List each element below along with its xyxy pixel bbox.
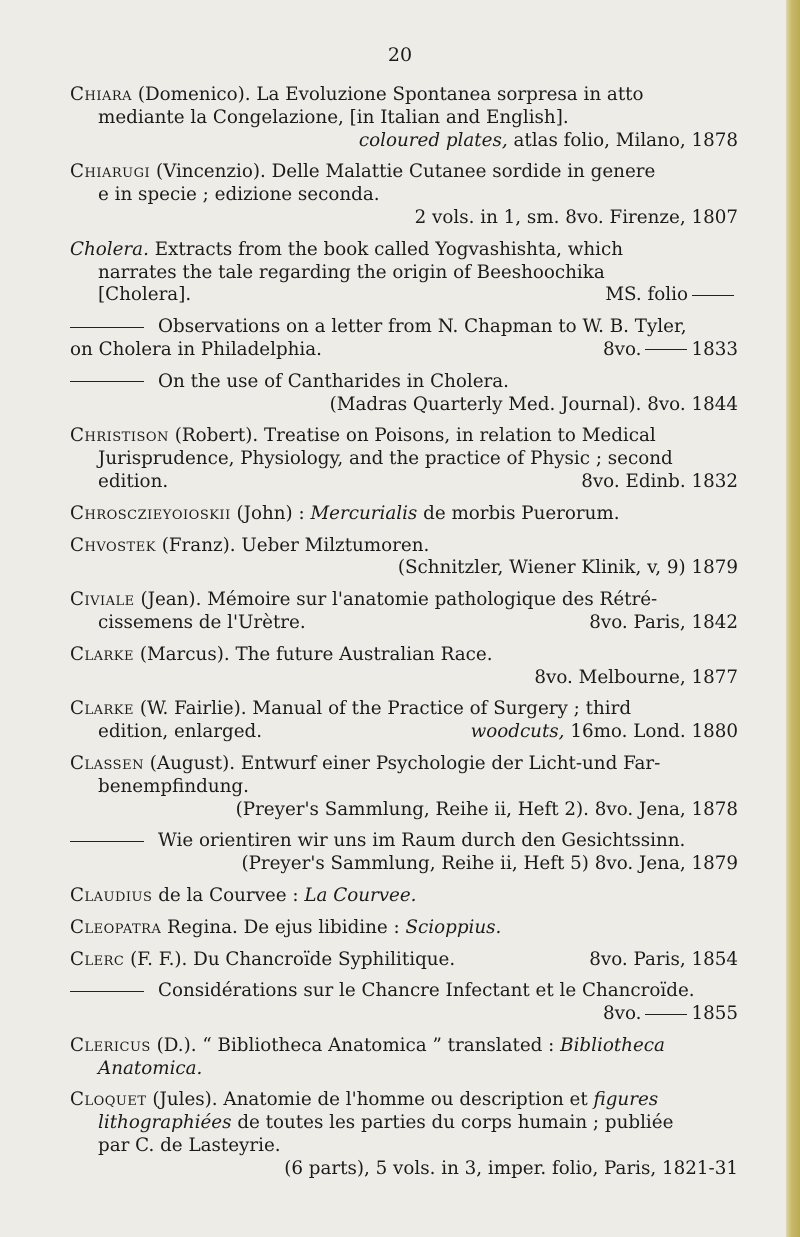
- entry-author: Clarke: [70, 698, 134, 720]
- entry-claudius: [70, 885, 738, 908]
- entry-year: 1855: [691, 1003, 738, 1025]
- entry-imprint: 8vo. Paris, 1842: [589, 611, 738, 633]
- entry-chiarugi: [70, 161, 738, 229]
- entry-author: Classen: [70, 752, 144, 774]
- entry-author: Chvostek: [70, 534, 156, 556]
- entry-text: de morbis Puerorum.: [423, 502, 620, 524]
- entry-text: (F. F.). Du Chancroïde Syphilitique.: [130, 948, 456, 970]
- entry-text: [Cholera].: [98, 284, 192, 306]
- entry-imprint: 8vo. Paris, 1854: [589, 948, 738, 970]
- entry-imprint: atlas folio, Milano, 1878: [513, 129, 738, 151]
- ditto-rule: [70, 381, 144, 382]
- entry-text: (Marcus). The future Australian Race.: [139, 643, 493, 665]
- entry-imprint: 8vo. Melbourne, 1877: [534, 666, 738, 688]
- entry-text: (Robert). Treatise on Poisons, in relation to Medical: [174, 425, 656, 447]
- entry-imprint: 2 vols. in 1, sm. 8vo. Firenze, 1807: [414, 206, 738, 228]
- entry-imprint: (Madras Quarterly Med. Journal). 8vo. 1844: [329, 393, 738, 415]
- entry-text: On the use of Cantharides in Cholera.: [158, 370, 509, 392]
- entry-text: Considérations sur le Chancre Infectant et le Chancroïde.: [158, 980, 695, 1002]
- ditto-rule: [692, 295, 734, 296]
- entry-cholera-observations: [70, 316, 738, 362]
- ditto-rule: [70, 327, 144, 328]
- entry-author: Cloquet: [70, 1089, 147, 1111]
- entry-text: Wie orientiren wir uns im Raum durch den Gesichtssinn.: [158, 830, 686, 852]
- entry-imprint: 8vo.: [603, 338, 642, 360]
- entry-text: (Jean). Mémoire sur l'anatomie pathologique des Rétré-: [140, 589, 658, 611]
- entry-civiale: [70, 589, 738, 635]
- entry-text: (D.). “ Bibliotheca Anatomica ” translated :: [156, 1034, 555, 1056]
- entry-clerc-considerations: [70, 980, 738, 1026]
- entry-chiara: [70, 84, 738, 152]
- entry-cholera-cantharides: [70, 371, 738, 417]
- entry-imprint: 8vo.: [603, 1003, 642, 1025]
- entry-imprint: (6 parts), 5 vols. in 3, imper. folio, Paris, 1821-31: [284, 1157, 738, 1179]
- entry-text: (Vincenzio). Delle Malattie Cutanee sordide in genere: [155, 161, 656, 183]
- entry-text: de la Courvee :: [158, 884, 299, 906]
- entry-text-italic: lithographiées: [98, 1112, 232, 1134]
- entry-imprint: (Preyer's Sammlung, Reihe ii, Heft 5) 8vo. Jena, 1879: [241, 853, 738, 875]
- entry-clarke-fairlie: [70, 698, 738, 744]
- entry-chrosczieyoioskii: [70, 503, 738, 526]
- entry-text-italic: Bibliotheca: [560, 1034, 665, 1056]
- entry-text: cissemens de l'Urètre.: [98, 611, 306, 633]
- entry-text: edition.: [98, 470, 169, 492]
- entry-text-italic: coloured plates,: [358, 129, 508, 151]
- entry-christison: [70, 425, 738, 493]
- entry-author: Cleopatra: [70, 916, 162, 938]
- entry-text-italic: Anatomica.: [98, 1057, 203, 1079]
- entry-cleopatra: [70, 917, 738, 940]
- entry-clerc: [70, 949, 738, 972]
- entry-classen: [70, 753, 738, 821]
- entry-classen-orientiren: [70, 830, 738, 876]
- entry-author: Chiara: [70, 84, 133, 105]
- entry-text: e in specie ; edizione seconda.: [98, 184, 380, 206]
- entry-text: Extracts from the book called Yogvashishta, which: [154, 238, 624, 260]
- bibliography-list: [70, 84, 738, 1190]
- entry-cholera: [70, 239, 738, 307]
- page-edge: [786, 0, 800, 1237]
- entry-imprint: 16mo. Lond. 1880: [570, 721, 738, 743]
- entry-text-italic: Mercurialis: [310, 502, 418, 524]
- entry-chvostek: [70, 535, 738, 581]
- entry-text: (Franz). Ueber Milztumoren.: [161, 534, 430, 556]
- entry-author: Clarke: [70, 643, 134, 665]
- entry-text-italic: Scioppius.: [405, 916, 502, 938]
- entry-author: Christison: [70, 425, 169, 447]
- entry-text: (August). Entwurf einer Psychologie der Licht-und Far-: [149, 752, 661, 774]
- entry-text: (W. Fairlie). Manual of the Practice of Surgery ; third: [139, 698, 632, 720]
- entry-author: Chiarugi: [70, 161, 151, 183]
- entry-text: mediante la Congelazione, [in Italian and English].: [98, 106, 569, 128]
- entry-text-italic: woodcuts,: [470, 721, 565, 743]
- ditto-rule: [70, 841, 144, 842]
- entry-clarke-marcus: [70, 644, 738, 690]
- entry-text: (Domenico). La Evoluzione Spontanea sorpresa in atto: [137, 84, 644, 105]
- entry-imprint: 8vo. Edinb. 1832: [581, 470, 738, 492]
- entry-text: (John) :: [236, 502, 305, 524]
- entry-imprint: MS. folio: [605, 284, 688, 306]
- entry-author: Cholera.: [70, 238, 149, 260]
- ditto-rule: [645, 1014, 687, 1015]
- ditto-rule: [70, 991, 144, 992]
- entry-author: Chrosczieyoioskii: [70, 502, 231, 524]
- entry-author: Clericus: [70, 1034, 151, 1056]
- entry-text: Jurisprudence, Physiology, and the practice of Physic ; second: [98, 448, 673, 470]
- entry-text-italic: La Courvee.: [304, 884, 417, 906]
- entry-cloquet: [70, 1089, 738, 1180]
- entry-imprint: (Preyer's Sammlung, Reihe ii, Heft 2). 8vo. Jena, 1878: [235, 798, 738, 820]
- entry-year: 1833: [691, 338, 738, 360]
- entry-text: (Jules). Anatomie de l'homme ou description et: [152, 1089, 588, 1111]
- entry-text: de toutes les parties du corps humain ; publiée: [237, 1112, 674, 1134]
- entry-author: Clerc: [70, 948, 125, 970]
- entry-text: benempfindung.: [98, 775, 249, 797]
- entry-imprint: (Schnitzler, Wiener Klinik, v, 9) 1879: [397, 557, 738, 579]
- ditto-rule: [645, 349, 687, 350]
- entry-clericus: [70, 1035, 738, 1081]
- entry-author: Claudius: [70, 884, 153, 906]
- entry-text: on Cholera in Philadelphia.: [70, 338, 322, 360]
- entry-text: par C. de Lasteyrie.: [98, 1135, 281, 1157]
- entry-text: edition, enlarged.: [98, 721, 263, 743]
- entry-text: narrates the tale regarding the origin of Beeshoochika: [98, 261, 605, 283]
- entry-text: Observations on a letter from N. Chapman to W. B. Tyler,: [158, 316, 687, 338]
- entry-author: Civiale: [70, 589, 135, 611]
- entry-text-italic: figures: [593, 1089, 659, 1111]
- entry-text: Regina. De ejus libidine :: [167, 916, 400, 938]
- page-number: 20: [387, 44, 413, 66]
